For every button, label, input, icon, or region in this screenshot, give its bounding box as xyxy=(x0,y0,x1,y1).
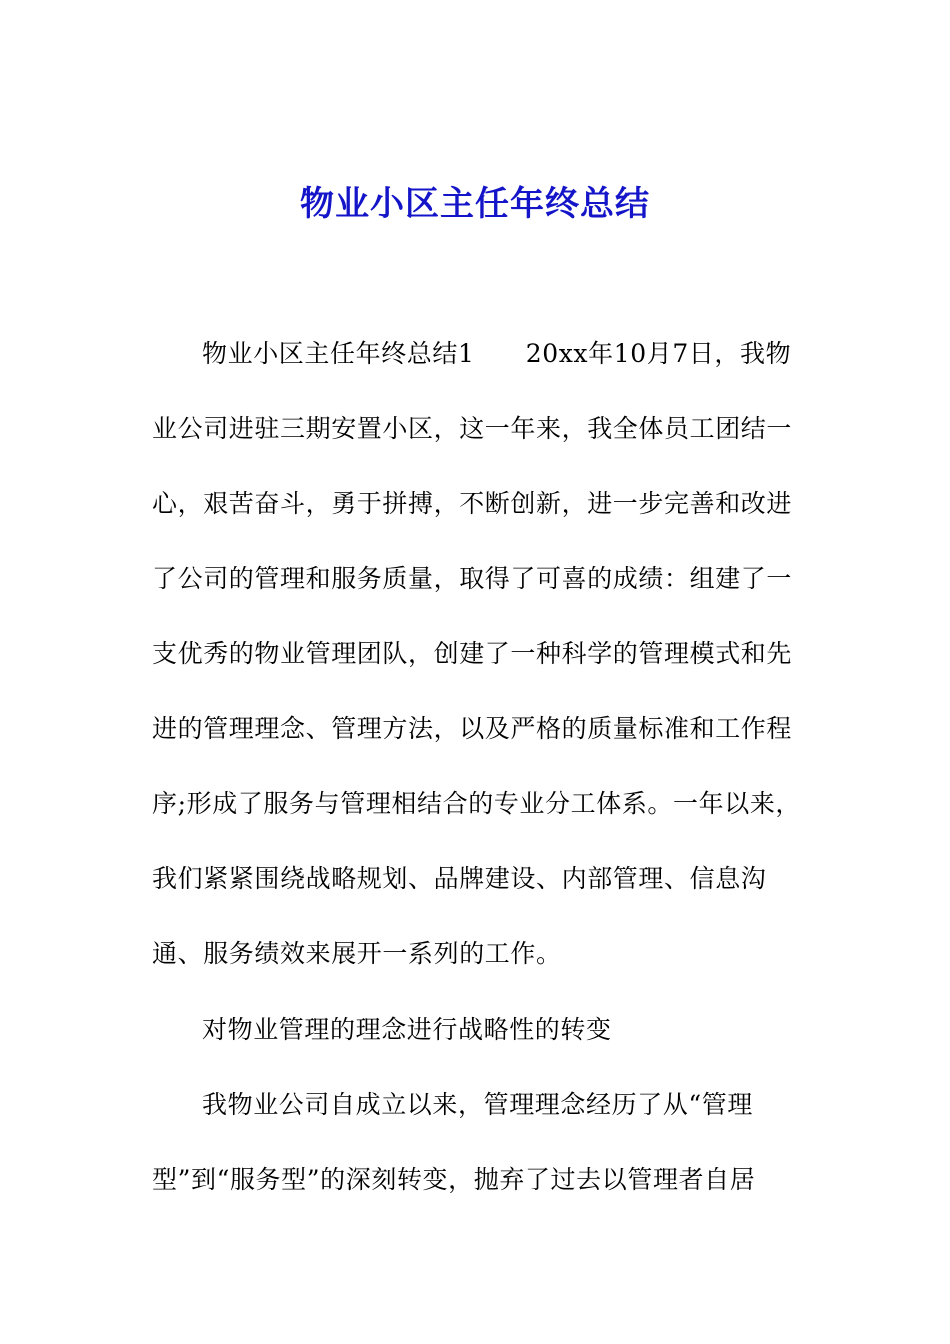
section-heading-line: 对物业管理的理念进行战略性的转变 xyxy=(202,1015,612,1044)
paragraph-line: 我物业公司自成立以来，管理理念经历了从“管理 xyxy=(202,1090,753,1119)
paragraph-line: 进的管理理念、管理方法，以及严格的质量标准和工作程 xyxy=(152,714,793,743)
paragraph-line: 我们紧紧围绕战略规划、品牌建设、内部管理、信息沟 xyxy=(152,864,767,893)
paragraph-line: 了公司的管理和服务质量，取得了可喜的成绩：组建了一 xyxy=(152,564,793,593)
paragraph-line: 通、服务绩效来展开一系列的工作。 xyxy=(152,939,562,968)
document-title: 物业小区主任年终总结 xyxy=(300,184,650,224)
paragraph-line: 型”到“服务型”的深刻转变，抛弃了过去以管理者自居 xyxy=(152,1165,756,1194)
section-heading-paragraph xyxy=(152,992,797,1067)
paragraph-line: 心，艰苦奋斗，勇于拼搏，不断创新，进一步完善和改进 xyxy=(152,489,793,518)
paragraph-line: 支优秀的物业管理团队，创建了一种科学的管理模式和先 xyxy=(152,639,793,668)
paragraph-intro xyxy=(152,316,802,991)
paragraph-management xyxy=(152,1067,797,1217)
paragraph-line: 物业小区主任年终总结1 20xx年10月7日，我物 xyxy=(202,339,792,368)
paragraph-line: 序;形成了服务与管理相结合的专业分工体系。一年以来， xyxy=(152,789,802,818)
paragraph-line: 业公司进驻三期安置小区，这一年来，我全体员工团结一 xyxy=(152,414,793,443)
